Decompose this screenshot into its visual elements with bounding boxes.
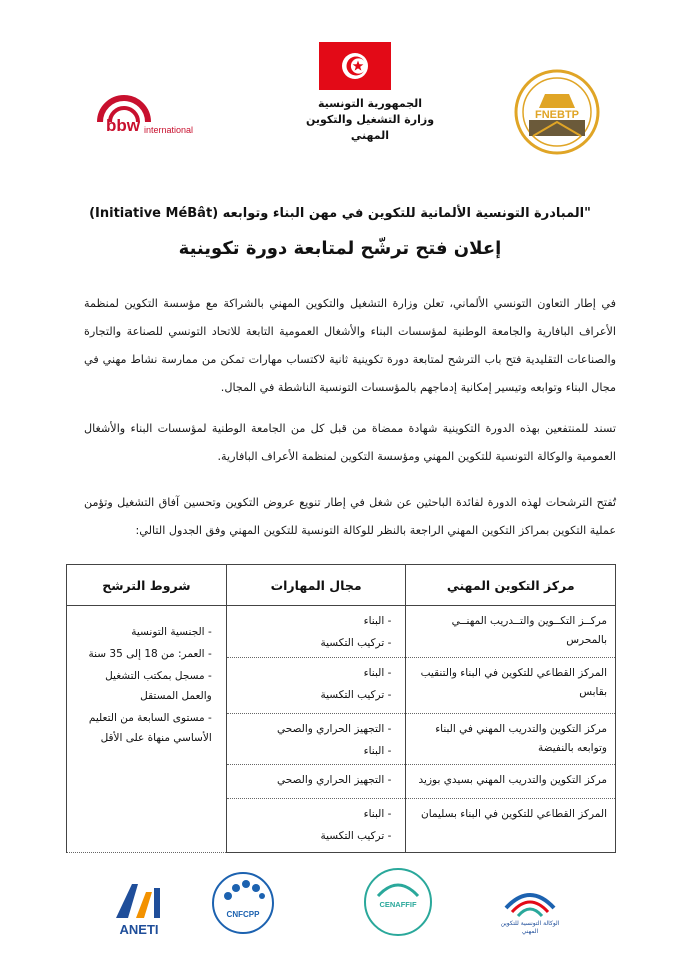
condition-item: - مسجل بمكتب التشغيل والعمل المستقل — [105, 670, 212, 702]
certificate-paragraph: تسند للمنتفعين بهذه الدورة التكوينية شهادة ممضاة من قبل كل من الجامعة الوطنية لمؤسسات البناء والأشغال العمومية والوكالة التونسية للتكوين المهني ومؤسسة التكوين لمنظمة الأعراف البافارية. — [84, 422, 616, 463]
cenaffif-wave-icon — [366, 870, 430, 904]
atfp-emblem-icon — [494, 878, 566, 920]
skill-item: - التجهيز الحراري والصحي — [277, 723, 392, 735]
header-conditions: شروط الترشح — [67, 565, 227, 606]
skills-cell — [226, 714, 406, 765]
header-skills: مجال المهارات — [226, 565, 406, 606]
skill-item: - البناء — [363, 808, 392, 820]
bbw-logo-suffix: international — [144, 125, 194, 135]
skill-item: - البناء — [363, 745, 392, 757]
condition-item: - مستوى السابعة من التعليم الأساسي منهاة على الأقل — [88, 712, 212, 744]
center-cell: المركز القطاعي للتكوين في البناء بسليمان — [406, 799, 616, 853]
center-cell: مركــز التكــوين والتــدريب المهنــي بالمحرس — [406, 606, 616, 658]
initiative-title: "المبادرة التونسية الألمانية للتكوين في مهن البناء وتوابعه (Initiative MéBât) — [89, 206, 591, 221]
skill-item: - تركيب التكسية — [320, 689, 392, 701]
cnfcpp-dots-icon — [214, 874, 272, 908]
bbw-logo — [92, 88, 222, 144]
ministry-name: وزارة التشغيل والتكوين المهني — [305, 113, 435, 142]
center-cell: مركز التكوين والتدريب المهني في البناء وتوابعه بالنفيضة — [406, 714, 616, 765]
skill-item: - البناء — [363, 615, 392, 627]
fnebtp-logo — [511, 68, 603, 156]
intro-paragraph: في إطار التعاون التونسي الألماني، تعلن وزارة التشغيل والتكوين المهني بالشراكة مع مؤسسة التكوين لمنظمة الأعراف البافارية والجامعة الوطنية لمؤسسات البناء والأشغال العمومية التابعة للاتحاد التونسي للصناعة والتجارة والصناعات التقليدية فتح باب الترشح لمتابعة دورة تكوينية ثانية لاكتساب مهارات تمكن من ممارسة نشاط مهني في مجال البناء وتوابعه وتيسير إمكانية إدماجهم بالمؤسسات التونسية الناشطة في المجال. — [84, 297, 616, 394]
aneti-logo — [106, 878, 172, 944]
government-header — [290, 96, 450, 144]
cnfcpp-logo-text: CNFCPP — [226, 910, 260, 919]
atfp-logo — [494, 878, 566, 944]
fnebtp-logo-text: FNEBTP — [535, 109, 579, 121]
announcement-headline: إعلان فتح ترشّح لمتابعة دورة تكوينية — [178, 238, 502, 259]
bbw-logo-text: bbw — [106, 116, 140, 135]
skill-item: - تركيب التكسية — [320, 830, 392, 842]
skill-item: - تركيب التكسية — [320, 637, 392, 649]
aneti-emblem-icon — [106, 878, 172, 924]
training-centers-table — [66, 564, 616, 853]
center-cell: المركز القطاعي للتكوين في البناء والتنقيب بقابس — [406, 658, 616, 714]
skills-cell — [226, 658, 406, 714]
condition-item: - الجنسية التونسية — [131, 626, 212, 638]
flag-emblem-icon — [335, 46, 375, 86]
tunisia-flag — [319, 42, 391, 90]
cenaffif-logo — [364, 868, 432, 936]
aneti-logo-text: ANETI — [119, 922, 159, 937]
skill-item: - البناء — [363, 667, 392, 679]
atfp-logo-text: الوكالة التونسية للتكوين المهني — [500, 920, 560, 935]
cenaffif-logo-text: CENAFFIF — [379, 900, 417, 909]
republic-name: الجمهورية التونسية — [317, 97, 423, 110]
skill-item: - التجهيز الحراري والصحي — [277, 774, 392, 786]
header-center: مركز التكوين المهني — [406, 565, 616, 606]
skills-cell — [226, 799, 406, 853]
table-row — [67, 606, 616, 658]
cnfcpp-logo — [212, 872, 274, 934]
skills-cell — [226, 606, 406, 658]
table-header-row — [67, 565, 616, 606]
conditions-cell — [67, 606, 227, 853]
condition-item: - العمر: من 18 إلى 35 سنة — [88, 648, 212, 660]
skills-cell — [226, 765, 406, 799]
applications-paragraph: تُفتح الترشحات لهذه الدورة لفائدة الباحثين عن شغل في إطار تنويع عروض التكوين وتحسين آفاق التشغيل وتؤمن عملية التكوين بمراكز التكوين المهني الراجعة بالنظر للوكالة التونسية للتكوين المهني وفق الجدول التالي: — [84, 496, 616, 537]
center-cell: مركز التكوين والتدريب المهني بسيدي بوزيد — [406, 765, 616, 799]
